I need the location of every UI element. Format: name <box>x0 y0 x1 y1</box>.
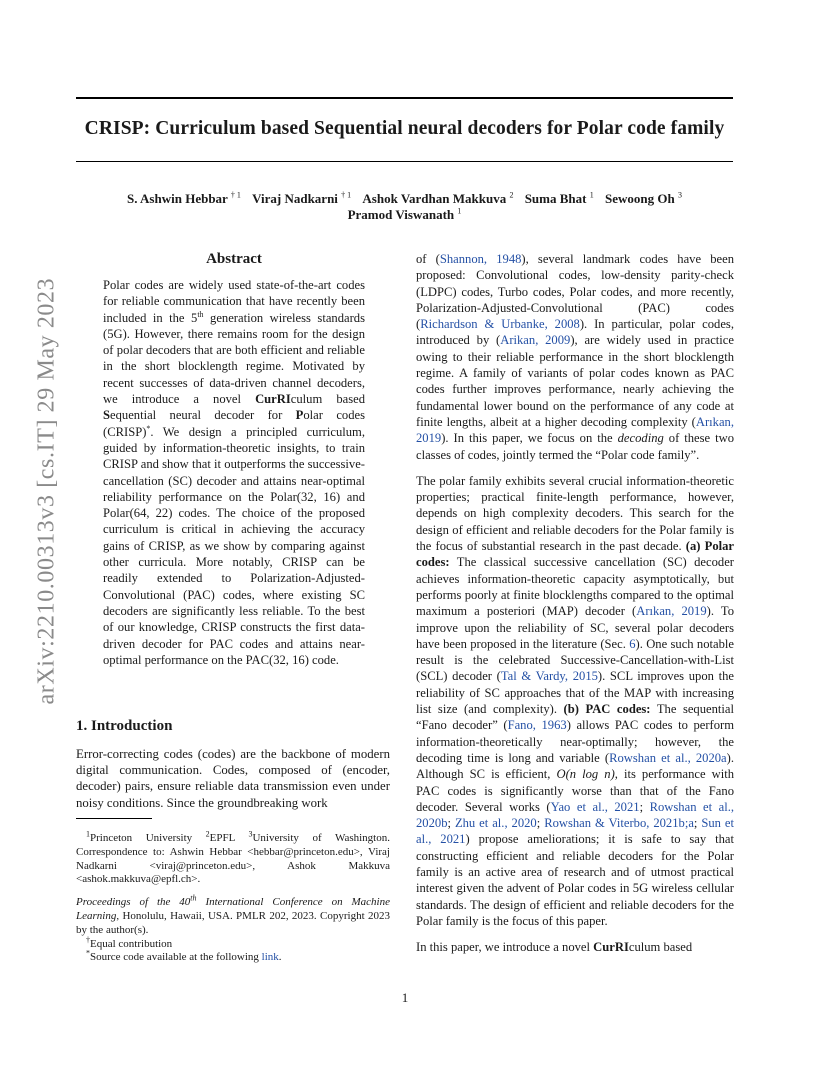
citation-link[interactable]: Fano, 1963 <box>507 718 567 733</box>
citation-link[interactable]: Rowshan et al., 2020a <box>609 750 727 765</box>
right-column <box>416 251 734 955</box>
author-line-1 <box>76 191 733 207</box>
paper-title: CRISP: Curriculum based Sequential neural decoders for Polar code family <box>84 118 725 139</box>
author-line-2 <box>76 207 733 223</box>
citation-link[interactable]: Richardson & Urbanke, 2008 <box>420 317 580 332</box>
footnote-rule <box>76 818 152 819</box>
abstract-body: Polar codes are widely used state-of-the-art codes for reliable communication that have recently been included in the 5th generation wireless standards (5G). However, there remains room for the design of polar decoders that are both efficient and reliable in the short blocklength regime. Motivated by recent successes of data-driven channel decoders, we introduce a novel CurRIculum based Sequential neural decoder for Polar codes (CRISP)*. We design a principled curriculum, guided by information-theoretic insights, to train CRISP and show that it outperforms the successive-cancellation (SC) decoder and attains near-optimal reliability performance on the Polar(32, 16) and Polar(64, 22) codes. The choice of the proposed curriculum is critical in achieving the accuracy gains of CRISP, as we show by comparing against other curricula. More notably, CRISP can be readily extended to Polarization-Adjusted-Convolutional (PAC) codes, where existing SC decoders are significantly less reliable. To the best of our knowledge, CRISP constructs the first data-driven decoder for PAC codes and attains near-optimal performance on the PAC(32, 16) code. <box>103 278 365 667</box>
footnotes <box>76 829 390 965</box>
source-code-link[interactable]: link <box>261 951 279 964</box>
citation-link[interactable]: Tal & Vardy, 2015 <box>500 669 598 684</box>
citation-link[interactable]: Rowshan et al., 2020b <box>416 799 735 831</box>
page-number: 1 <box>401 990 409 1005</box>
citation-link[interactable]: Arıkan, 2019 <box>636 604 707 619</box>
citation-link[interactable]: Sun et al., 2021 <box>416 816 734 847</box>
abstract-heading: Abstract <box>206 251 262 267</box>
introduction-body: Error-correcting codes (codes) are the backbone of modern digital communication. Codes, composed of (encoder, decoder) pairs, ensure reliable data transmission even under noisy conditions. Since the groundbreaking work <box>76 747 390 810</box>
arxiv-stamp[interactable]: arXiv:2210.00313v3 [cs.IT] 29 May 2023 <box>33 277 60 705</box>
citation-link[interactable]: Zhu et al., 2020 <box>454 816 537 831</box>
title-top-rule <box>76 97 733 99</box>
citation-link[interactable]: Rowshan & Viterbo, 2021b;a <box>544 816 694 831</box>
title-bottom-rule <box>76 161 733 162</box>
author: Ashok Vardhan Makkuva $^2$ <box>362 190 514 206</box>
equal-contribution-footnote: †Equal contribution <box>86 934 173 950</box>
author: Sewoong Oh $^3$ <box>604 190 682 206</box>
citation-link[interactable]: Arıkan, 2019 <box>416 414 734 446</box>
paragraph: of (Shannon, 1948), several landmark codes have been proposed: Convolutional codes, low-density parity-check (LDPC) codes, Turbo codes, Polar codes, and more recently, Polarization-Adjusted-Convolutional (PAC) codes (Richardson & Urbanke, 2008). In particular, polar codes, introduced by (Arikan, 2009), are widely used in practice owing to their reliable performance in the short blocklength regime. A family of variants of polar codes known as PAC codes further improves performance, nearly achieving the fundamental lower bound on the performance of any code at finite lengths, albeit at a higher decoding complexity (Arıkan, 2019). In this paper, we focus on the decoding of these two classes of codes, jointly termed the “Polar code family”. <box>416 252 734 462</box>
section-heading-introduction: 1. Introduction <box>76 718 173 734</box>
proceedings-footnote: Proceedings of the 40th International Conference on Machine Learning, Honolulu, Hawaii, USA. PMLR 202, 2023. Copyright 2023 by the author(s). <box>76 893 390 936</box>
affiliations-footnote: $^1$Princeton University $^2$EPFL $^3$University of Washington. Correspondence to: Ashwin Hebbar <hebbar@princeton.edu>, Viraj Nadkarni <viraj@princeton.edu>, Ashok Makkuva <ashok.makkuva@epfl.ch>. <box>76 829 390 886</box>
author: S. Ashwin Hebbar $^{\dagger 1}$ <box>127 190 241 206</box>
math-expression: O(n log n) <box>556 767 615 782</box>
citation-link[interactable]: Shannon, 1948 <box>439 252 522 266</box>
source-code-footnote: *Source code available at the following link. <box>86 948 282 964</box>
author: Suma Bhat $^1$ <box>524 190 594 206</box>
author: Pramod Viswanath $^1$ <box>347 206 462 222</box>
section-link[interactable]: 6 <box>629 636 636 651</box>
citation-link[interactable]: Arikan, 2009 <box>500 333 571 348</box>
paragraph: The polar family exhibits several crucial information-theoretic properties; practical finite-length performance, however, depends on high complexity decoders. This search for the design of efficient and reliable decoders for the Polar family is the focus of substantial research in the past decade. (a) Polar codes: The classical successive cancellation (SC) decoder achieves information-theoretic capacity asymptotically, but performs poorly at finite blocklengths compared to the optimal maximum a posteriori (MAP) decoder (Arıkan, 2019). To improve upon the reliability of SC, several polar decoders have been proposed in the literature (Sec. 6). One such notable result is the celebrated Successive-Cancellation-with-List (SCL) decoder (Tal & Vardy, 2015). SCL improves upon the reliability of SC approaches that of the MAP with increasing list size (and complexity). (b) PAC codes: The sequential “Fano decoder” (Fano, 1963) allows PAC codes to perform information-theoretically near-optimally; however, the decoding time is long and variable (Rowshan et al., 2020a). Although SC is efficient, O(n log n), its performance with PAC codes is significantly worse than that of the Fano decoder. Several works (Yao et al., 2021; Rowshan et al., 2020b; Zhu et al., 2020; Rowshan & Viterbo, 2021b;a; Sun et al., 2021) propose ameliorations; it is safe to say that constructing efficient and reliable decoders for the Polar family is an active area of research and of utmost practical interest given the advent of Polar codes in 5G wireless cellular standards. The design of efficient and reliable decoders for the Polar family is the focus of this paper. <box>416 473 735 928</box>
paragraph: In this paper, we introduce a novel CurRIculum based <box>416 940 693 955</box>
author: Viraj Nadkarni $^{\dagger 1}$ <box>252 190 352 206</box>
citation-link[interactable]: Yao et al., 2021 <box>550 799 640 814</box>
